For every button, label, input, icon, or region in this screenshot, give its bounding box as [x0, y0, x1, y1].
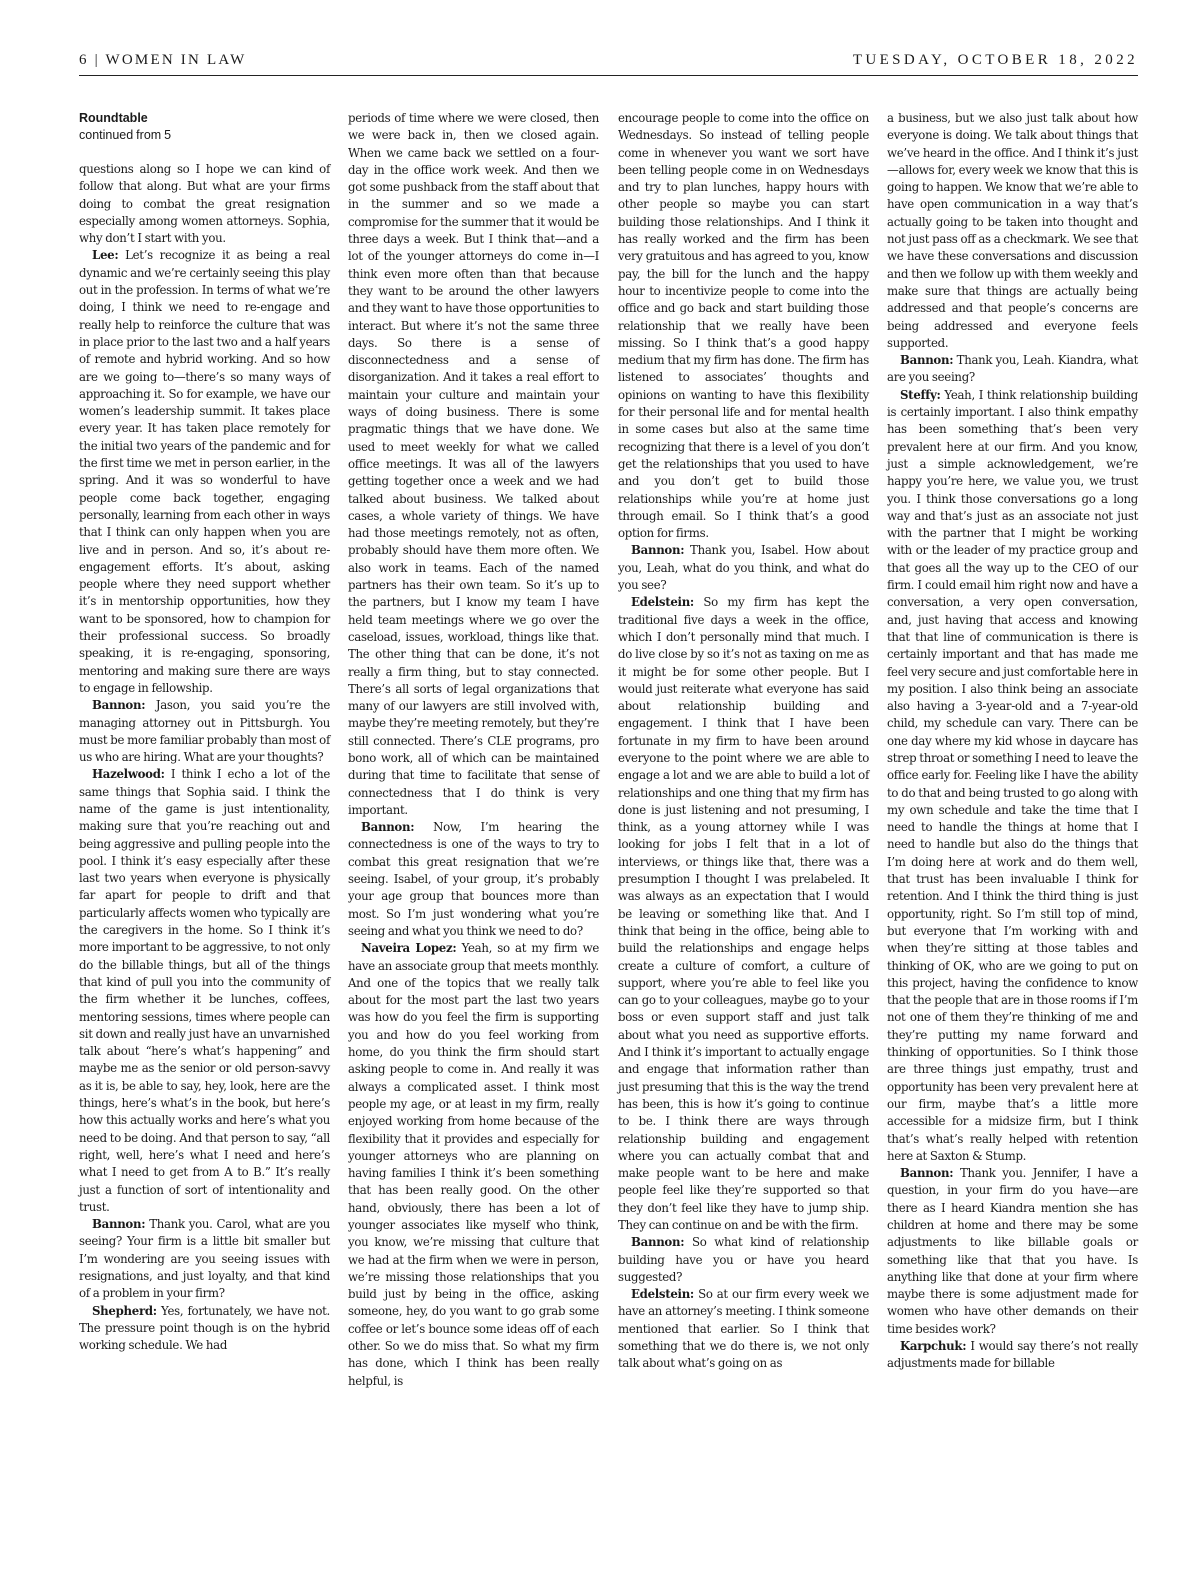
speaker-name: Edelstein:	[631, 595, 694, 610]
paragraph-text: Yeah, so at my firm we have an associate group that meets monthly. And one of the topics that we really talk about for the most part the last two years was how do you feel the firm is supporting you and how do you feel working from home, do you think the firm should start asking people to come in. And really it was always a complicated asset. I think most people my age, or at least in my firm, really enjoyed working from home because of the flexibility that it provides and especially for younger attorneys who are planning on having families I think it’s been something that has been really good. On the other hand, obviously, there has been a lot of younger associates like myself who think, you know, we’re missing that culture that we had at the firm when we were in person, we’re missing those relationships that you build just by being in the office, asking someone, hey, do you want to go grab some coffee or let’s bounce some ideas off of each other. So we do miss that. So what my firm has done, which I think has been really helpful, is	[348, 941, 599, 1388]
paragraph-text: Now, I’m hearing the connectedness is one of the ways to try to combat this great resignation that we’re seeing. Isabel, of your group, it’s probably your age group that bounces more than most. So I’m just wondering what you’re seeing and what you think we need to do?	[348, 820, 599, 938]
speaker-name: Bannon:	[92, 1217, 146, 1232]
speaker-name: Bannon:	[631, 543, 685, 558]
paragraph	[79, 1216, 330, 1302]
paragraph-text: I would say there’s not really adjustments made for billable	[887, 1339, 1138, 1371]
paragraph	[887, 110, 1138, 352]
paragraph-text: Yes, fortunately, we have not. The pressure point though is on the hybrid working schedule. We had	[79, 1303, 330, 1353]
paragraph	[348, 110, 599, 819]
speaker-name: Naveira Lopez:	[361, 941, 457, 956]
paragraph	[79, 247, 330, 697]
paragraph	[618, 110, 869, 542]
column-3	[618, 110, 869, 1373]
column-4	[887, 110, 1138, 1373]
paragraph	[887, 1338, 1138, 1373]
paragraph-text: a business, but we also just talk about how everyone is doing. We talk about things that we’ve heard in the office. And I think it’s just—allows for, every week we know that this is going to happen. We know that we’re able to have open communication in a way that’s actually going to be taken into thought and not just pass off as a checkmark. We see that we have these conversations and discussion and then we follow up with them weekly and make sure that things are actually being addressed and that people’s concerns are being addressed and everyone feels supported.	[887, 111, 1138, 350]
paragraph-text: Thank you. Jennifer, I have a question, in your firm do you have—are there as I heard Kiandra mention she has children at home and there may be some adjustments to like billable goals or something like that that you have. Is anything like that done at your firm where maybe there is some adjustment made for women who have other demands on their time besides work?	[887, 1166, 1138, 1336]
speaker-name: Hazelwood:	[92, 767, 165, 782]
speaker-name: Bannon:	[92, 698, 146, 713]
column-2	[348, 110, 599, 1390]
speaker-name: Edelstein:	[631, 1287, 694, 1302]
speaker-name: Bannon:	[900, 1166, 954, 1181]
paragraph-text: Jason, you said you’re the managing attorney out in Pittsburgh. You must be more familiar probably than most of us who are hiring. What are your thoughts?	[79, 698, 330, 765]
column-1	[79, 110, 330, 1354]
speaker-name: Karpchuk:	[900, 1339, 967, 1354]
paragraph	[79, 1303, 330, 1355]
paragraph	[618, 594, 869, 1234]
paragraph	[79, 161, 330, 247]
paragraph-text: I think I echo a lot of the same things that Sophia said. I think the name of the game is just intentionality, making sure that you’re reaching out and being aggressive and pulling people into the pool. I think it’s easy especially after these last two years when everyone is physically far apart for people to drift and that particularly affects women who typically are the caregivers in the home. So I think it’s more important to be aggressive, to not only do the billable things, but all of the things that kind of pull you into the community of the firm whether it be lunches, coffees, mentoring sessions, times where people can sit down and really just have an unvarnished talk about “here’s what’s happening” and maybe me as the senior or old person-savvy as it is, be able to say, hey, look, here are the things, here’s what’s in the book, but here’s how this actually works and here’s what you need to be doing. And that person to say, “all right, well, here’s what I need and here’s what I need to get from A to B.” It’s really just a function of sort of intentionality and trust.	[79, 767, 331, 1214]
column-4-paragraphs	[887, 110, 1138, 1373]
speaker-name: Bannon:	[361, 820, 415, 835]
paragraph-text: periods of time where we were closed, then we were back in, then we closed again. When we came back we settled on a four-day in the office work week. And then we got some pushback from the staff about that in the summer and so we made a compromise for the summer that it would be three days a week. But I think that—and a lot of the younger attorneys do come in—I think even more often than that because they want to be around the other lawyers and they want to have those opportunities to interact. But where it’s not the same three days. So there is a sense of disconnectedness and a sense of disorganization. And it takes a real effort to maintain your culture and maintain your ways of doing business. There is some pragmatic things that we have done. We used to meet weekly for what we called office meetings. It was all of the lawyers getting together once a week and we had talked about business. We talked about cases, a whole variety of things. We have had those meetings remotely, not as often, probably should have them more often. We also work in teams. Each of the named partners has their own team. So it’s up to the partners, but I know my team I have held team meetings where we go over the caseload, issues, workload, things like that. The other thing that can be done, it’s not really a firm thing, but to stay connected. There’s all sorts of legal organizations that many of our lawyers are still involved with, maybe they’re meeting remotely, but they’re still connected. There’s CLE programs, pro bono work, all of which can be maintained during that time to facilitate that sense of connectedness that I do think is very important.	[348, 111, 599, 817]
article-body	[79, 110, 1138, 1560]
issue-date: TUESDAY, OCTOBER 18, 2022	[852, 52, 1138, 68]
paragraph	[618, 1234, 869, 1286]
paragraph-text: So at our firm every week we have an attorney’s meeting. I think someone mentioned that earlier. So I think that something that we do there is, we not only talk about what’s going on as	[618, 1287, 869, 1371]
paragraph-text: So my firm has kept the traditional five days a week in the office, which I don’t personally mind that much. I do live close by so it’s not as taxing on me as it might be for some other people. But I would just reiterate what everyone has said about relationship building and engagement. I think that I have been fortunate in my firm to have been around everyone to the point where we are able to engage a lot and we are able to build a lot of relationships and one thing that my firm has done is just listening and not presuming, I think, as a young attorney while I was looking for jobs I felt that in a lot of interviews, or things like that, there was a presumption I thought I was prelabeled. It was always as an expectation that I would be leaving or something like that. And I think that being in the office, being able to build the relationships and engage helps create a culture of comfort, a culture of support, where you’re able to feel like you can go to your colleagues, maybe go to your boss or even support staff and just talk about what you need as supportive efforts. And I think it’s important to actually engage and engage that information rather than just presuming that this is the way the trend has been, this is how it’s going to continue to be. I think there are ways through relationship building and engagement where you can actually combat that and make people want to be here and make people feel like they’re supported so that they don’t feel like they have to jump ship. They can continue on and be with the firm.	[618, 595, 869, 1232]
paragraph	[79, 766, 330, 1216]
paragraph-text: Thank you. Carol, what are you seeing? Your firm is a little bit smaller but I’m wondering are you seeing issues with resignations, and just loyalty, and that kind of a problem in your firm?	[79, 1217, 330, 1301]
column-2-paragraphs	[348, 110, 599, 1390]
paragraph-text: So what kind of relationship building have you or have you heard suggested?	[618, 1235, 869, 1284]
paragraph	[348, 940, 599, 1390]
column-1-paragraphs	[79, 161, 330, 1354]
page-section-label: 6 | WOMEN IN LAW	[79, 52, 247, 68]
paragraph-text: Thank you, Isabel. How about you, Leah, what do you think, and what do you see?	[618, 543, 870, 593]
paragraph-text: Thank you, Leah. Kiandra, what are you seeing?	[887, 353, 1138, 385]
paragraph-text: Yeah, I think relationship building is certainly important. I also think empathy has been something that’s been very prevalent here at our firm. And you know, just a simple acknowledgement, we’re happy you’re here, we value you, we trust you. I think those conversations go a long way and that’s just as an associate not just with the partner that I might be working with or the leader of my practice group and that goes all the way up to the CEO of our firm. I could email him right now and have a conversation, a very open conversation, and, just having that access and knowing that that line of communication is there is certainly important and that has made me feel very secure and just comfortable here in my position. I also think being an associate also having a 3-year-old and a 7-year-old child, my schedule can vary. There can be one day where my kid whose in daycare has strep throat or something I need to leave the office early for. Feeling like I have the ability to do that and being trusted to go along with my own schedule and take the time that I need to handle the things at home that I need to handle but also do the things that I’m doing here at work and do them well, that trust has been invaluable I think for retention. And I think the third thing is just opportunity, right. So I’m still top of mind, but everyone that I’m working with and when they’re sitting at those tables and thinking of OK, who are we going to put on this project, having the confidence to know that the people that are in those rooms if I’m not one of them they’re thinking of me and they’re putting my name forward and thinking of opportunities. So I think those are three things just empathy, trust and opportunity has been very prevalent here at our firm, maybe that’s a little more accessible for a midsize firm, but I think that’s what’s really helped with retention here at Saxton & Stump.	[887, 387, 1138, 1163]
speaker-name: Bannon:	[631, 1235, 685, 1250]
header-rule	[79, 75, 1138, 76]
paragraph-text: encourage people to come into the office on Wednesdays. So instead of telling people come in whenever you want we sort have been telling people come in on Wednesdays and try to plan lunches, happy hours with other people so maybe you can start building those relationships. And I think it has really worked and the firm has been very gratuitous and has agreed to you, know pay, the bill for the lunch and the happy hour to incentivize people to come into the office and go back and start building those relationship that we really have been missing. So I think that’s a good happy medium that my firm has done. The firm has listened to associates’ thoughts and opinions on wanting to have this flexibility for their personal life and for mental health in some cases but also at the same time recognizing that there is a level of you don’t get the relationships that you used to have and you don’t get to build those relationships while you’re at home just through email. So I think that’s a good option for firms.	[618, 111, 869, 541]
speaker-name: Bannon:	[900, 353, 954, 368]
paragraph-text: Let’s recognize it as being a real dynamic and we’re certainly seeing this play out in the profession. In terms of what we’re doing, I think we need to re-engage and really help to reinforce the culture that was in place prior to the last two and a half years of remote and hybrid working. And so how are we going to—there’s so many ways of approaching it. So for example, we have our women’s leadership summit. It takes place every year. It has taken place remotely for the initial two years of the pandemic and for the first time we met in person earlier, in the spring. And it was so wonderful to have people come back together, engaging personally, learning from each other in ways that I think can only happen when you are live and in person. And so, it’s about re-engagement efforts. It’s about, asking people where they need support whether it’s in mentorship opportunities, how they want to be sponsored, how to champion for their professional success. So broadly speaking, it is re-engaging, sponsoring, mentoring and making sure there are ways to engage in fellowship.	[79, 248, 330, 695]
paragraph-text: questions along so I hope we can kind of follow that along. But what are your firms doing to combat the great resignation especially among women attorneys. Sophia, why don’t I start with you.	[79, 162, 330, 246]
paragraph	[887, 1165, 1138, 1338]
paragraph	[618, 1286, 869, 1372]
paragraph	[618, 542, 869, 594]
paragraph	[348, 819, 599, 940]
paragraph	[887, 387, 1138, 1165]
speaker-name: Lee:	[92, 248, 119, 263]
continued-from: continued from 5	[79, 128, 172, 142]
speaker-name: Shepherd:	[92, 1303, 157, 1318]
article-kicker: Roundtable	[79, 111, 148, 125]
paragraph	[79, 697, 330, 766]
speaker-name: Steffy:	[900, 387, 941, 402]
paragraph	[887, 352, 1138, 387]
column-3-paragraphs	[618, 110, 869, 1373]
